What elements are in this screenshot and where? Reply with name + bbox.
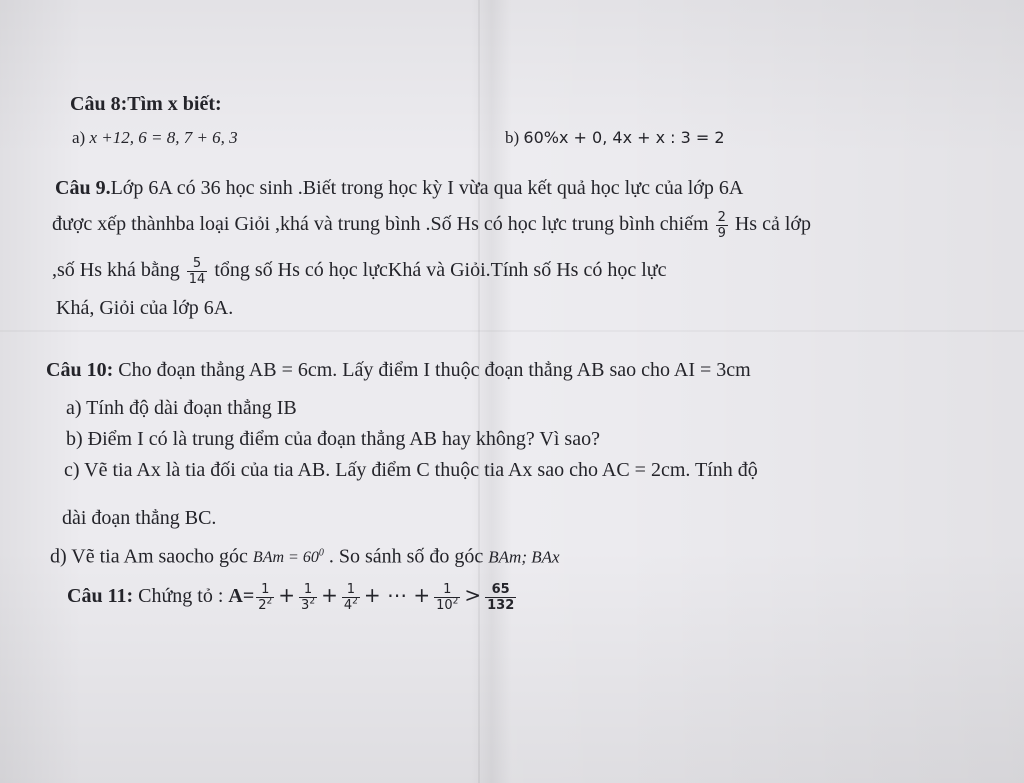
q10-part-a: a) Tính độ dài đoạn thẳng IB <box>66 397 297 419</box>
q10-part-c-continued: dài đoạn thẳng BC. <box>62 507 217 529</box>
q9-line-2-end: Hs cả lớp <box>734 213 811 236</box>
angle-expression: BAm = 60 <box>252 549 319 567</box>
q10-intro-text: Cho đoạn thẳng <box>118 359 245 381</box>
q10-ai-length: AI = 3cm <box>673 359 751 381</box>
q8-part-b <box>505 126 725 150</box>
q8-b-expression: 60%x + 0, 4x + x : 3 = 2 <box>523 128 725 147</box>
exponent: 2 <box>452 596 459 607</box>
plus-sign: + <box>321 583 338 608</box>
q11 <box>67 582 518 613</box>
exponent: 2 <box>266 596 273 607</box>
q9-line-1 <box>55 176 743 200</box>
fraction-1-over-3-squared <box>299 582 317 613</box>
q11-text: Chứng tỏ : <box>138 585 224 608</box>
q10-part-d <box>50 542 560 570</box>
fraction-numerator: 65 <box>485 582 516 598</box>
base: 4 <box>343 598 353 613</box>
q8-a-expression: x +12, 6 = 8, 7 + 6, 3 <box>89 128 238 147</box>
q10-d-text: d) Vẽ tia Am saocho góc <box>50 545 248 568</box>
plus-sign: + <box>278 583 296 608</box>
q8-b-label: b) <box>505 128 520 147</box>
fraction-denominator: 9 <box>717 226 726 241</box>
q10-heading: Câu 10: <box>46 359 114 381</box>
base: 2 <box>258 598 267 613</box>
fraction-numerator: 2 <box>717 210 726 225</box>
paper-fold-vertical <box>478 0 480 783</box>
ellipsis-sum: + ⋯ + <box>363 583 431 608</box>
q9-line-2-text: được xếp thànhba loại Giỏi ,khá và trung bình .Số Hs có học lực trung bình chiếm <box>52 213 709 236</box>
q8-part-a <box>72 126 238 150</box>
fraction-1-over-2-squared <box>256 582 274 613</box>
q8-a-label: a) <box>72 128 86 147</box>
q9-line-3-end: tổng số Hs có học lựcKhá và Giỏi.Tính số Hs có học lực <box>214 259 667 282</box>
fraction-denominator <box>342 598 360 613</box>
fraction-2-9 <box>716 210 728 241</box>
q10-angle-bam <box>253 549 324 566</box>
base: 10 <box>436 598 453 613</box>
q9-line-1-text: Lớp 6A có 36 học sinh .Biết trong học kỳ I vừa qua kết quả học lực của lớp 6A <box>110 177 744 199</box>
q10-ac-length: AC = 2cm <box>601 459 686 481</box>
fraction-numerator: 5 <box>187 256 208 272</box>
fraction-numerator: 1 <box>256 582 274 598</box>
fraction-5-14 <box>187 256 208 287</box>
exponent: 2 <box>309 596 316 607</box>
q10-c-text: c) Vẽ tia Ax là tia đối của tia AB. Lấy điểm C thuộc tia Ax sao cho <box>64 459 598 481</box>
q10-part-c <box>64 458 758 482</box>
q9-line-2 <box>52 210 811 241</box>
fraction-denominator: 132 <box>487 598 515 613</box>
q10-intro <box>46 358 751 382</box>
fraction-numerator: 1 <box>434 582 460 598</box>
q11-heading: Câu 11: <box>67 585 134 608</box>
q9-heading: Câu 9. <box>55 177 111 199</box>
paper-fold-horizontal <box>0 330 1024 332</box>
greater-than-sign: > <box>464 583 482 608</box>
q10-ab-length: AB = 6cm <box>248 359 333 381</box>
fraction-1-over-4-squared <box>342 582 360 613</box>
q9-line-4: Khá, Giỏi của lớp 6A. <box>56 297 234 319</box>
exponent: 2 <box>352 596 358 607</box>
q10-part-b: b) Điểm I có là trung điểm của đoạn thẳng AB hay không? Vì sao? <box>66 428 600 450</box>
q10-angles: BAm; BAx <box>488 547 560 567</box>
q10-c-end: . Tính độ <box>685 459 758 481</box>
degree-mark: 0 <box>318 548 324 559</box>
fraction-denominator <box>299 598 317 613</box>
q11-a-equals: A= <box>228 585 255 608</box>
fraction-65-132 <box>485 582 516 613</box>
q9-line-3-text: ,số Hs khá bằng <box>52 259 180 282</box>
fraction-1-over-10-squared <box>434 582 460 613</box>
q10-d-compare: . So sánh số đo góc <box>328 545 484 568</box>
fraction-numerator: 1 <box>342 582 360 598</box>
fraction-denominator <box>434 598 460 613</box>
base: 3 <box>301 598 310 613</box>
q10-intro-mid: . Lấy điểm I thuộc đoạn thẳng AB sao cho <box>332 359 671 381</box>
q9-line-3 <box>52 256 666 287</box>
fraction-numerator: 1 <box>299 582 317 598</box>
fraction-denominator <box>256 598 274 613</box>
fraction-denominator: 14 <box>188 272 206 287</box>
q8-heading: Câu 8:Tìm x biết: <box>70 93 222 115</box>
